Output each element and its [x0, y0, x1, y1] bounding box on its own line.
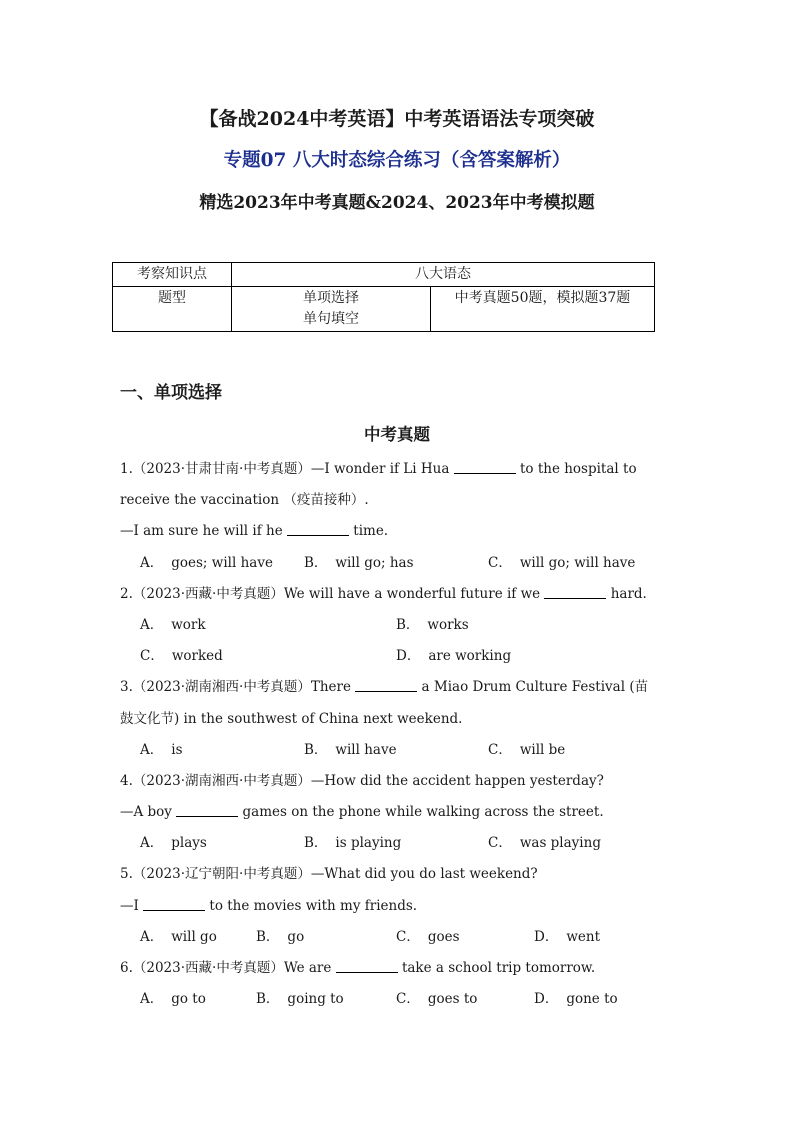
answer-blank[interactable]: [355, 677, 417, 692]
question-list: [120, 454, 656, 1015]
source-subtitle: 精选2023年中考真题&2024、2023年中考模拟题: [199, 193, 595, 213]
option-b[interactable]: B． go: [256, 928, 305, 945]
answer-blank[interactable]: [336, 958, 398, 973]
option-c[interactable]: C． worked: [140, 648, 223, 665]
option-c[interactable]: C． goes to: [396, 991, 478, 1008]
document-title: 【备战2024中考英语】中考英语语法专项突破: [199, 108, 595, 130]
answer-blank[interactable]: [454, 459, 516, 474]
question-count: 中考真题50题，模拟题37题: [431, 287, 655, 332]
type-label: 题型: [113, 287, 232, 332]
question-stem-cont: —I am sure he will if he time.: [120, 523, 389, 540]
knowledge-label: 考察知识点: [113, 263, 232, 287]
topic-title: 专题07 八大时态综合练习（含答案解析）: [223, 150, 571, 171]
type-values: [232, 287, 431, 332]
option-b[interactable]: B． going to: [256, 991, 344, 1008]
options: [120, 984, 656, 1015]
table-row: [113, 287, 655, 332]
question-3: [120, 672, 656, 766]
question-1: [120, 454, 656, 579]
question-4: [120, 766, 656, 860]
option-b[interactable]: B． will have: [304, 741, 397, 758]
question-stem: 3.（2023·湖南湘西·中考真题）There a Miao Drum Culture Festival (苗: [120, 679, 649, 696]
question-6: [120, 953, 656, 1015]
option-a[interactable]: A． go to: [140, 991, 206, 1008]
answer-blank[interactable]: [287, 521, 349, 536]
question-stem-cont: 鼓文化节) in the southwest of China next weekend.: [120, 710, 463, 727]
option-b[interactable]: B． works: [396, 616, 469, 633]
option-a[interactable]: A． work: [140, 616, 206, 633]
option-a[interactable]: A． plays: [140, 835, 207, 852]
option-c[interactable]: C． was playing: [488, 835, 601, 852]
type-fill-blank: 单句填空: [303, 311, 359, 327]
subsection-heading: 中考真题: [364, 425, 430, 444]
option-b[interactable]: B． is playing: [304, 835, 402, 852]
question-stem: 1.（2023·甘肃甘南·中考真题）—I wonder if Li Hua to the hospital to: [120, 461, 637, 477]
knowledge-value: 八大语态: [232, 263, 655, 287]
answer-blank[interactable]: [143, 896, 205, 911]
options: [120, 548, 656, 579]
option-a[interactable]: A． will go: [140, 928, 217, 945]
option-c[interactable]: C． will go; will have: [488, 554, 636, 571]
question-stem-cont: —A boy games on the phone while walking across the street.: [120, 804, 604, 821]
option-b[interactable]: B． will go; has: [304, 554, 414, 571]
option-d[interactable]: D． are working: [396, 648, 512, 665]
question-stem: 2.（2023·西藏·中考真题）We will have a wonderful future if we hard.: [120, 585, 647, 602]
question-stem-cont: receive the vaccination （疫苗接种）.: [120, 492, 369, 509]
question-stem-cont: —I to the movies with my friends.: [120, 897, 418, 914]
option-d[interactable]: D． went: [534, 928, 600, 945]
option-d[interactable]: D． gone to: [534, 991, 618, 1008]
options: [120, 922, 656, 953]
question-stem: 6.（2023·西藏·中考真题）We are take a school trip tomorrow.: [120, 960, 596, 976]
option-a[interactable]: A． is: [140, 741, 183, 758]
options: [120, 735, 656, 766]
options: [120, 828, 656, 859]
question-5: [120, 859, 656, 953]
type-single-choice: 单项选择: [303, 290, 359, 306]
answer-blank[interactable]: [176, 802, 238, 817]
option-c[interactable]: C． will be: [488, 741, 566, 758]
question-2: [120, 579, 656, 673]
question-stem: 4.（2023·湖南湘西·中考真题）—How did the accident happen yesterday?: [120, 772, 604, 789]
answer-blank[interactable]: [544, 584, 606, 599]
info-table: [112, 262, 655, 332]
section-heading: 一、单项选择: [120, 383, 222, 403]
options: [120, 610, 656, 641]
table-row: [113, 263, 655, 287]
options: [120, 641, 656, 672]
option-a[interactable]: A． goes; will have: [140, 554, 273, 571]
option-c[interactable]: C． goes: [396, 928, 460, 945]
question-stem: 5.（2023·辽宁朝阳·中考真题）—What did you do last weekend?: [120, 866, 538, 883]
